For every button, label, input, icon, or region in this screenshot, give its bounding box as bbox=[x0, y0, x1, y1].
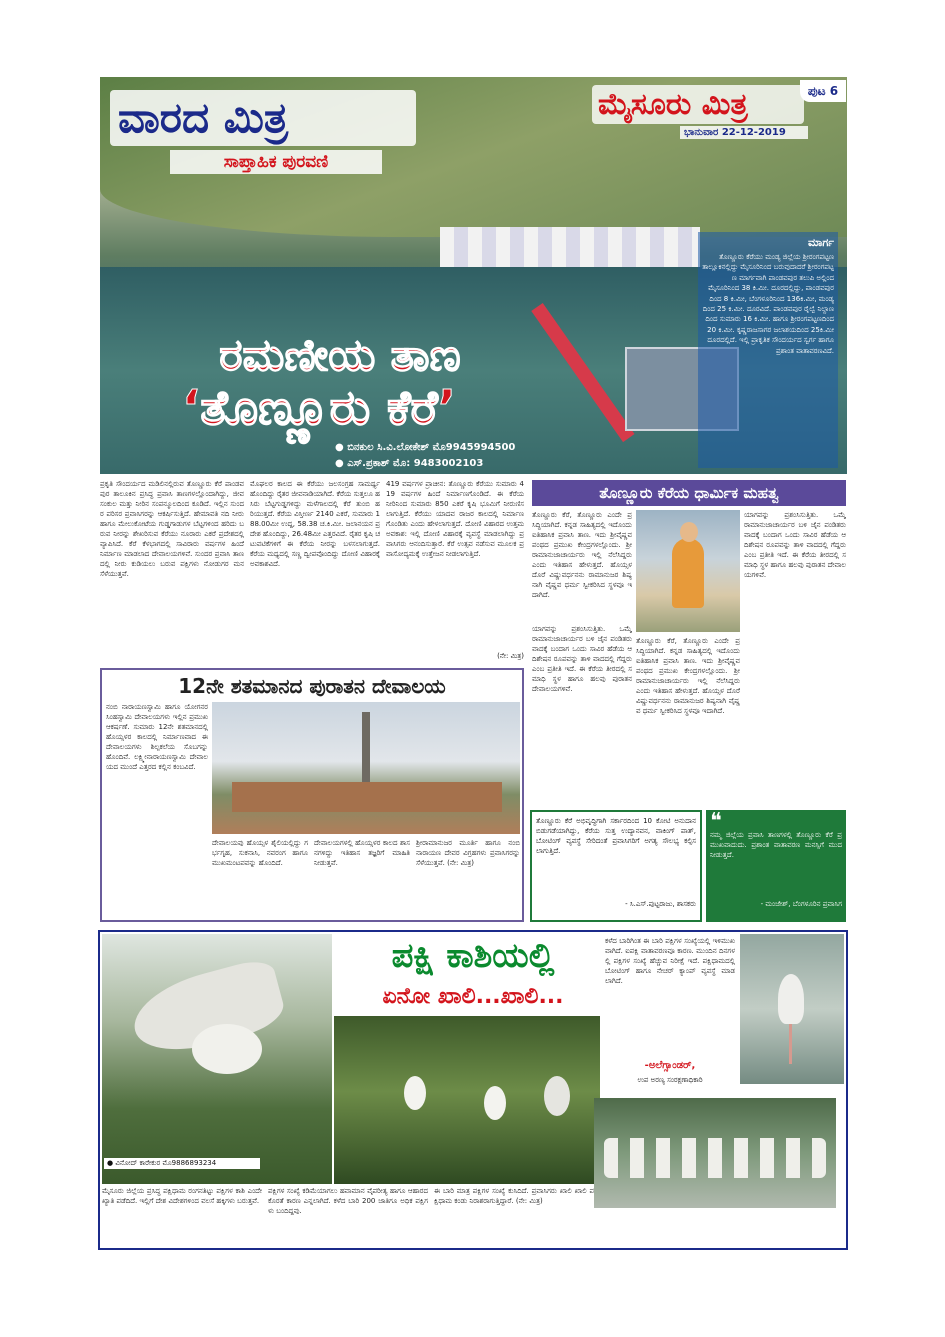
bird-photo-storks bbox=[334, 1016, 600, 1184]
temple-text-b: ದೇವಾಲಯವು ಹೊಯ್ಸಳ ಶೈಲಿಯಲ್ಲಿದ್ದು ಗರ್ಭಗೃಹ, ಸುಕನಾಸಿ, ನವರಂಗ ಹಾಗೂ ಮುಖಮಂಟಪವನ್ನು ಹೊಂದಿದೆ. bbox=[212, 839, 308, 867]
supplement-subtitle: ಸಾಪ್ತಾಹಿಕ ಪುರವಣಿ bbox=[170, 150, 382, 174]
statue-head-shape bbox=[680, 522, 698, 542]
quote-text: ನಮ್ಮ ಜಿಲ್ಲೆಯ ಪ್ರವಾಸಿ ತಾಣಗಳಲ್ಲಿ ತೊಣ್ಣೂರು ಕೆರೆ ಪ್ರಮುಖವಾದುದು. ಪ್ರಶಾಂತ ವಾತಾವರಣ ಮನಸ್ಸಿಗೆ ಮುದ ನೀಡುತ್ತದೆ. bbox=[710, 831, 842, 859]
green-box-credit: - ಸಿ.ಎಸ್.ಪುಟ್ಟರಾಜು, ಶಾಸಕರು bbox=[625, 900, 696, 908]
birds-title-2: ಏನೋ ಖಾಲಿ...ಖಾಲಿ... bbox=[382, 984, 564, 1009]
date-line: ಭಾನುವಾರ 22-12-2019 bbox=[680, 126, 808, 139]
quote-box bbox=[706, 810, 846, 922]
flock-shape bbox=[604, 1138, 826, 1178]
birds-side-role: ಉಪ ಅರಣ್ಯ ಸಂರಕ್ಷಣಾಧಿಕಾರಿ bbox=[637, 1076, 703, 1084]
ramanuja-photo bbox=[636, 510, 740, 632]
temple-title: 12ನೇ ಶತಮಾನದ ಪುರಾತನ ದೇವಾಲಯ bbox=[178, 674, 446, 698]
birds-bottom-c: ಈ ಬಾರಿ ಮಾತ್ರ ಪಕ್ಷಿಗಳ ಸಂಖ್ಯೆ ಕುಸಿದಿದೆ. ಪ್ರವಾಸಿಗರು ಖಾಲಿ ಖಾಲಿ ಪಕ್ಷಿಧಾಮ ಕಂಡು ನಿರಾಶರಾಗುತ್ತಿದ್ದಾರೆ. (ನೇ: ಮಿತ್ರ) bbox=[434, 1187, 594, 1205]
article-col-3-credit: (ನೇ: ಮಿತ್ರ) bbox=[497, 652, 524, 660]
bird-photo-heron bbox=[102, 934, 332, 1184]
headline-line-2: ‘ತೊಣ್ಣೂರು ಕೆರೆ’ bbox=[181, 380, 457, 436]
temple-text-d: ಶ್ರೀರಾಮಾನುಜರ ಮೂರ್ತಿ ಹಾಗೂ ನಂಬಿ ನಾರಾಯಣ ದೇವರ ವಿಗ್ರಹಗಳು ಪ್ರವಾಸಿಗರನ್ನು ಸೆಳೆಯುತ್ತವೆ. (ನೇ: ಮಿತ್ರ) bbox=[416, 839, 520, 867]
birds-title-1: ಪಕ್ಷಿ ಕಾಶಿಯಲ್ಲಿ bbox=[391, 936, 555, 976]
article-col-1: ಪ್ರಕೃತಿ ಸೌಂದರ್ಯದ ಮಡಿಲಿನಲ್ಲಿರುವ ತೊಣ್ಣೂರು ಕೆರೆ ಪಾಂಡವಪುರ ತಾಲೂಕಿನ ಪ್ರಸಿದ್ಧ ಪ್ರವಾಸಿ ತಾಣಗಳಲ್ಲೊಂದಾಗಿದ್ದು, ಜೀವಸಂಕುಲ ಮತ್ತು ನೀರಿನ ಸಂಪನ್ಮೂಲದಿಂದ ಕೂಡಿದೆ. ಇಲ್ಲಿನ ಸುಂದರ ಪರಿಸರ ಪ್ರವಾಸಿಗರನ್ನು ಆಕರ್ಷಿಸುತ್ತಿದೆ. ಹೇಮಾವತಿ ನದಿ ನೀರು ಹಾಗೂ ಮೇಲುಕೋಟೆಯ ಗುಡ್ಡಗಾಡುಗಳ ಬೆಟ್ಟಗಳಿಂದ ಹರಿದು ಬರುವ ನೀರನ್ನು ಶೇಖರಿಸುವ ಕೆರೆಯು ನೂರಾರು ಎಕರೆ ಪ್ರದೇಶದಲ್ಲಿ ವ್ಯಾಪಿಸಿದೆ. ಕೆರೆ ಕೆಳಭಾಗದಲ್ಲಿ ಸಾವಿರಾರು ವರ್ಷಗಳ ಹಿಂದೆ ನಿರ್ಮಾಣ ಮಾಡಲಾದ ದೇವಾಲಯಗಳಿವೆ. ಸುಂದರ ಪ್ರವಾಸಿ ತಾಣದಲ್ಲಿ ನೀರು ಕುಡಿಯಲು ಬರುವ ಪಕ್ಷಿಗಳು ನೋಡುಗರ ಮನ ಸೆಳೆಯುತ್ತವೆ. bbox=[100, 480, 244, 578]
photo-credit: ● ವಿನೋದ್ ಕಾರೇಕುರ ಮೊ9886893234 bbox=[104, 1158, 260, 1169]
temple-photo bbox=[212, 702, 520, 834]
statue-shape bbox=[672, 538, 704, 608]
article-col-2: ಮೊಘಲರ ಕಾಲದ ಈ ಕೆರೆಯು ಜಲಸಂಗ್ರಹ ಸಾಮರ್ಥ್ಯ ಹೊಂದಿದ್ದು ರೈತರ ಜೀವನಾಡಿಯಾಗಿದೆ. ಕೆರೆಯ ಸುತ್ತಲೂ ಹಸಿರು ಬೆಟ್ಟಗುಡ್ಡಗಳಿದ್ದು ಮಳೆಗಾಲದಲ್ಲಿ ಕೆರೆ ತುಂಬಿ ಹರಿಯುತ್ತದೆ. ಕೆರೆಯ ವಿಸ್ತೀರ್ಣ 2140 ಎಕರೆ, ಸುಮಾರು 188.00ಮೀ ಉದ್ದ, 58.38 ಚ.ಕಿ.ಮೀ. ಜಲಾನಯನ ಪ್ರದೇಶ ಹೊಂದಿದ್ದು, 26.48ಮೀ ಎತ್ತರವಿದೆ. ರೈತರ ಕೃಷಿ ಚಟುವಟಿಕೆಗಳಿಗೆ ಈ ಕೆರೆಯ ನೀರನ್ನು ಬಳಸಲಾಗುತ್ತದೆ. ಕೆರೆಯ ಮಧ್ಯದಲ್ಲಿ ಸಣ್ಣ ದ್ವೀಪವೊಂದಿದ್ದು ದೋಣಿ ವಿಹಾರಕ್ಕೆ ಅವಕಾಶವಿದೆ. bbox=[250, 480, 380, 568]
quote-credit: - ಮಂಜೇಶ್, ಬೆಂಗಳೂರಿನ ಪ್ರವಾಸಿಗ bbox=[760, 900, 842, 908]
route-box-text: ತೊಣ್ಣೂರು ಕೆರೆಯು ಮಂಡ್ಯ ಜಿಲ್ಲೆಯ ಶ್ರೀರಂಗಪಟ್ಟಣ ತಾಲ್ಲೂಕಿನಲ್ಲಿದ್ದು ಮೈಸೂರಿನಿಂದ ಬರುವುದಾದರೆ ಶ್ರೀರಂಗಪಟ್ಟಣ ಮಾರ್ಗವಾಗಿ ಪಾಂಡವಪುರ ತಲುಪಿ ಅಲ್ಲಿಂದ ಮೈಸೂರಿನಿಂದ 38 ಕಿ.ಮೀ. ದೂರದಲ್ಲಿದ್ದು, ಪಾಂಡವಪುರದಿಂದ 8 ಕಿ.ಮೀ, ಬೆಂಗಳೂರಿನಿಂದ 136ಕಿ.ಮೀ, ಮಂಡ್ಯದಿಂದ 25 ಕಿ.ಮೀ. ದೂರವಿದೆ. ಪಾಂಡವಪುರ ರೈಲ್ವೆ ನಿಲ್ದಾಣದಿಂದ ಸುಮಾರು 16 ಕಿ.ಮೀ. ಹಾಗೂ ಶ್ರೀರಂಗಪಟ್ಟಣದಿಂದ 20 ಕಿ.ಮೀ. ಕೃಷ್ಣರಾಜಸಾಗರ ಜಲಾಶಯದಿಂದ 25ಕಿ.ಮೀ ದೂರದಲ್ಲಿದೆ. ಇಲ್ಲಿ ಪ್ರಾಕೃತಿಕ ಸೌಂದರ್ಯದ ಸ್ವರ್ಗ ಹಾಗೂ ಪ್ರಶಾಂತ ವಾತಾವರಣವಿದೆ. bbox=[702, 253, 834, 355]
byline-1: ● ಬಿನಕುಲ ಸಿ.ವಿ.ಲೋಕೇಶ್ ಮೊ9945994500 bbox=[335, 442, 516, 453]
headline-line-1: ರಮಣೀಯ ತಾಣ bbox=[219, 330, 461, 381]
birds-side-text: ಕಳೆದ ಬಾರಿಗಿಂತ ಈ ಬಾರಿ ಪಕ್ಷಿಗಳ ಸಂಖ್ಯೆಯಲ್ಲಿ ಇಳಿಮುಖವಾಗಿದೆ. ಐಪಕ್ಷಿ ವಾತಾವರಣವೂ ಕಾರಣ. ಮುಂದಿನ ದಿನಗಳಲ್ಲಿ ಪಕ್ಷಿಗಳ ಸಂಖ್ಯೆ ಹೆಚ್ಚುವ ನಿರೀಕ್ಷೆ ಇದೆ. ಪಕ್ಷಿಧಾಮದಲ್ಲಿ ಬೋಟಿಂಗ್ ಹಾಗೂ ನೇಚರ್ ಕ್ಯಾಂಪ್ ವ್ಯವಸ್ಥೆ ಮಾಡಲಾಗಿದೆ. bbox=[605, 937, 735, 985]
painted-stork-shape bbox=[778, 974, 804, 1024]
religious-text-a-cont2: ಯಾಗವನ್ನು ಪ್ರಶಂಸಿಸುತ್ತಿತು. ಒಮ್ಮೆ ರಾಮಾನುಜಾಚಾರ್ಯರ ಬಳಿ ಜೈನ ಪಂಡಿತರು ವಾದಕ್ಕೆ ಬಂದಾಗ ಒಂದು ಸಾವಿರ ಹೆಡೆಯ ಆದಿಶೇಷನ ರೂಪವನ್ನು ತಾಳಿ ವಾದದಲ್ಲಿ ಗೆದ್ದರು ಎಂಬ ಪ್ರತೀತಿ ಇದೆ. ಈ ಕೆರೆಯ ತೀರದಲ್ಲಿ ಸಮಾಧಿ ಸ್ಥಳ ಹಾಗೂ ಹಲವು ಪುರಾತನ ದೇವಾಲಯಗಳಿವೆ. bbox=[532, 625, 632, 693]
temple-text-c: ದೇವಾಲಯಗಳಲ್ಲಿ ಹೊಯ್ಸಳರ ಕಾಲದ ಶಾಸನಗಳಿದ್ದು ಇತಿಹಾಸ ತಜ್ಞರಿಗೆ ಮಾಹಿತಿ ನೀಡುತ್ತವೆ. bbox=[314, 839, 410, 867]
religious-title: ತೊಣ್ಣೂರು ಕೆರೆಯ ಧಾರ್ಮಿಕ ಮಹತ್ವ bbox=[599, 484, 779, 502]
temple-box bbox=[100, 668, 524, 922]
supplement-title: ವಾರದ ಮಿತ್ರ bbox=[110, 90, 416, 146]
birds-bottom-b: ಪಕ್ಷಿಗಳ ಸಂಖ್ಯೆ ಕಡಿಮೆಯಾಗಲು ಹವಾಮಾನ ವೈಪರೀತ್ಯ ಹಾಗೂ ಆಹಾರದ ಕೊರತೆ ಕಾರಣ ಎನ್ನಲಾಗಿದೆ. ಕಳೆದ ಬಾರಿ 200 ಜಾತಿಗೂ ಅಧಿಕ ಪಕ್ಷಿಗಳು ಬಂದಿದ್ದವು. bbox=[268, 1187, 428, 1215]
bird-photo-flock bbox=[594, 1098, 836, 1208]
painted-stork-legs-shape bbox=[789, 1024, 792, 1064]
green-box-text: ತೊಣ್ಣೂರು ಕೆರೆ ಅಭಿವೃದ್ಧಿಗಾಗಿ ಸರ್ಕಾರದಿಂದ 10 ಕೋಟಿ ಅನುದಾನ ಬಿಡುಗಡೆಯಾಗಿದ್ದು, ಕೆರೆಯ ಸುತ್ತ ಉದ್ಯಾನವನ, ವಾಕಿಂಗ್ ಪಾತ್, ಬೋಟಿಂಗ್ ವ್ಯವಸ್ಥೆ ಸೇರಿದಂತೆ ಪ್ರವಾಸಿಗರಿಗೆ ಅಗತ್ಯ ಸೌಲಭ್ಯ ಕಲ್ಪಿಸಲಾಗುತ್ತಿದೆ. bbox=[536, 817, 696, 855]
quote-mark-icon: ❝ bbox=[710, 809, 722, 834]
religious-text-b: ಯಾಗವನ್ನು ಪ್ರಶಂಸಿಸುತ್ತಿತು. ಒಮ್ಮೆ ರಾಮಾನುಜಾಚಾರ್ಯರ ಬಳಿ ಜೈನ ಪಂಡಿತರು ವಾದಕ್ಕೆ ಬಂದಾಗ ಒಂದು ಸಾವಿರ ಹೆಡೆಯ ಆದಿಶೇಷನ ರೂಪವನ್ನು ತಾಳಿ ವಾದದಲ್ಲಿ ಗೆದ್ದರು ಎಂಬ ಪ್ರತೀತಿ ಇದೆ. ಈ ಕೆರೆಯ ತೀರದಲ್ಲಿ ಸಮಾಧಿ ಸ್ಥಳ ಹಾಗೂ ಹಲವು ಪುರಾತನ ದೇವಾಲಯಗಳಿವೆ. bbox=[744, 511, 846, 579]
temple-wall-shape bbox=[232, 782, 502, 812]
temple-text-a: ನಂಬಿ ನಾರಾಯಣಸ್ವಾಮಿ ಹಾಗೂ ಯೋಗನರಸಿಂಹಸ್ವಾಮಿ ದೇವಾಲಯಗಳು ಇಲ್ಲಿನ ಪ್ರಮುಖ ಆಕರ್ಷಣೆ. ಸುಮಾರು 12ನೇ ಶತಮಾನದಲ್ಲಿ ಹೊಯ್ಸಳರ ಕಾಲದಲ್ಲಿ ನಿರ್ಮಾಣವಾದ ಈ ದೇವಾಲಯಗಳು ಶಿಲ್ಪಕಲೆಯ ಸೊಬಗನ್ನು ಹೊಂದಿವೆ. ಲಕ್ಷ್ಮೀನಾರಾಯಣಸ್ವಾಮಿ ದೇವಾಲಯದ ಮುಂದೆ ಎತ್ತರದ ಕಲ್ಲಿನ ಕಂಬವಿದೆ. bbox=[106, 703, 208, 771]
religious-title-bar bbox=[532, 480, 846, 506]
birds-bottom-a: ಮೈಸೂರು ಜಿಲ್ಲೆಯ ಪ್ರಸಿದ್ಧ ಪಕ್ಷಿಧಾಮ ರಂಗನತಿಟ್ಟು ಪಕ್ಷಿಗಳ ಕಾಶಿ ಎಂದೇ ಖ್ಯಾತಿ ಪಡೆದಿದೆ. ಇಲ್ಲಿಗೆ ದೇಶ ವಿದೇಶಗಳಿಂದ ವಲಸೆ ಹಕ್ಕಿಗಳು ಬರುತ್ತವೆ. bbox=[102, 1187, 262, 1205]
green-info-box bbox=[530, 810, 702, 922]
stork-2-shape bbox=[484, 1086, 506, 1120]
bird-photo-painted-stork bbox=[740, 934, 844, 1084]
birds-side-credit: -ಅಲೆಗ್ಸಾಂಡರ್, bbox=[644, 1060, 696, 1071]
byline-2: ● ಎಸ್.ಪ್ರಕಾಶ್ ಮೊ: 9483002103 bbox=[335, 458, 484, 469]
stork-1-shape bbox=[404, 1076, 426, 1110]
route-box bbox=[698, 232, 838, 468]
page-label bbox=[800, 80, 846, 102]
religious-text-a: ತೊಣ್ಣೂರು ಕೆರೆ, ತೊಣ್ಣೂರು ಎಂದೇ ಪ್ರಸಿದ್ಧಿಯಾಗಿದೆ. ಕನ್ನಡ ಸಾಹಿತ್ಯದಲ್ಲಿ ಇದೊಂದು ಐತಿಹಾಸಿಕ ಪ್ರವಾಸಿ ತಾಣ. ಇದು ಶ್ರೀವೈಷ್ಣವ ಪಂಥದ ಪ್ರಮುಖ ಕೇಂದ್ರಗಳಲ್ಲೊಂದು. ಶ್ರೀ ರಾಮಾನುಜಾಚಾರ್ಯರು ಇಲ್ಲಿ ನೆಲೆಸಿದ್ದರು ಎಂದು ಇತಿಹಾಸ ಹೇಳುತ್ತದೆ. ಹೊಯ್ಸಳ ದೊರೆ ವಿಷ್ಣುವರ್ಧನನು ರಾಮಾನುಜರ ಶಿಷ್ಯನಾಗಿ ವೈಷ್ಣವ ಧರ್ಮ ಸ್ವೀಕರಿಸಿದ ಸ್ಥಳವೂ ಇದಾಗಿದೆ. bbox=[532, 511, 632, 599]
heron-body-shape bbox=[192, 1024, 262, 1074]
route-box-title: ಮಾರ್ಗ bbox=[808, 236, 834, 249]
tents-shape bbox=[440, 227, 700, 267]
religious-text-a-cont: ತೊಣ್ಣೂರು ಕೆರೆ, ತೊಣ್ಣೂರು ಎಂದೇ ಪ್ರಸಿದ್ಧಿಯಾಗಿದೆ. ಕನ್ನಡ ಸಾಹಿತ್ಯದಲ್ಲಿ ಇದೊಂದು ಐತಿಹಾಸಿಕ ಪ್ರವಾಸಿ ತಾಣ. ಇದು ಶ್ರೀವೈಷ್ಣವ ಪಂಥದ ಪ್ರಮುಖ ಕೇಂದ್ರಗಳಲ್ಲೊಂದು. ಶ್ರೀ ರಾಮಾನುಜಾಚಾರ್ಯರು ಇಲ್ಲಿ ನೆಲೆಸಿದ್ದರು ಎಂದು ಇತಿಹಾಸ ಹೇಳುತ್ತದೆ. ಹೊಯ್ಸಳ ದೊರೆ ವಿಷ್ಣುವರ್ಧನನು ರಾಮಾನುಜರ ಶಿಷ್ಯನಾಗಿ ವೈಷ್ಣವ ಧರ್ಮ ಸ್ವೀಕರಿಸಿದ ಸ್ಥಳವೂ ಇದಾಗಿದೆ. bbox=[636, 637, 740, 715]
paper-name: ಮೈಸೂರು ಮಿತ್ರ bbox=[592, 85, 804, 124]
page-label-text: ಪುಟ 6 bbox=[807, 83, 839, 98]
article-col-3: 419 ವರ್ಷಗಳ ಪ್ರಾಚೀನ: ತೊಣ್ಣೂರು ಕೆರೆಯು ಸುಮಾರು 419 ವರ್ಷಗಳ ಹಿಂದೆ ನಿರ್ಮಾಣಗೊಂಡಿದೆ. ಈ ಕೆರೆಯ ನೀರಿನಿಂದ ಸುಮಾರು 850 ಎಕರೆ ಕೃಷಿ ಭೂಮಿಗೆ ನೀರುಣಿಸಲಾಗುತ್ತಿದೆ. ಕೆರೆಯು ಯಾದವ ರಾಜರ ಕಾಲದಲ್ಲಿ ನಿರ್ಮಾಣಗೊಂಡಿತು ಎಂದು ಹೇಳಲಾಗುತ್ತದೆ. ದೋಣಿ ವಿಹಾರದ ಉತ್ತಮ ಅವಕಾಶ: ಇಲ್ಲಿ ದೋಣಿ ವಿಹಾರಕ್ಕೆ ವ್ಯವಸ್ಥೆ ಮಾಡಲಾಗಿದ್ದು ಪ್ರವಾಸಿಗರು ಆನಂದಿಸುತ್ತಾರೆ. ಕೆರೆ ಉತ್ಸವ ನಡೆಸುವ ಮೂಲಕ ಪ್ರವಾಸೋದ್ಯಮಕ್ಕೆ ಉತ್ತೇಜನ ನೀಡಲಾಗುತ್ತಿದೆ. bbox=[386, 480, 524, 558]
stork-3-shape bbox=[544, 1076, 570, 1116]
